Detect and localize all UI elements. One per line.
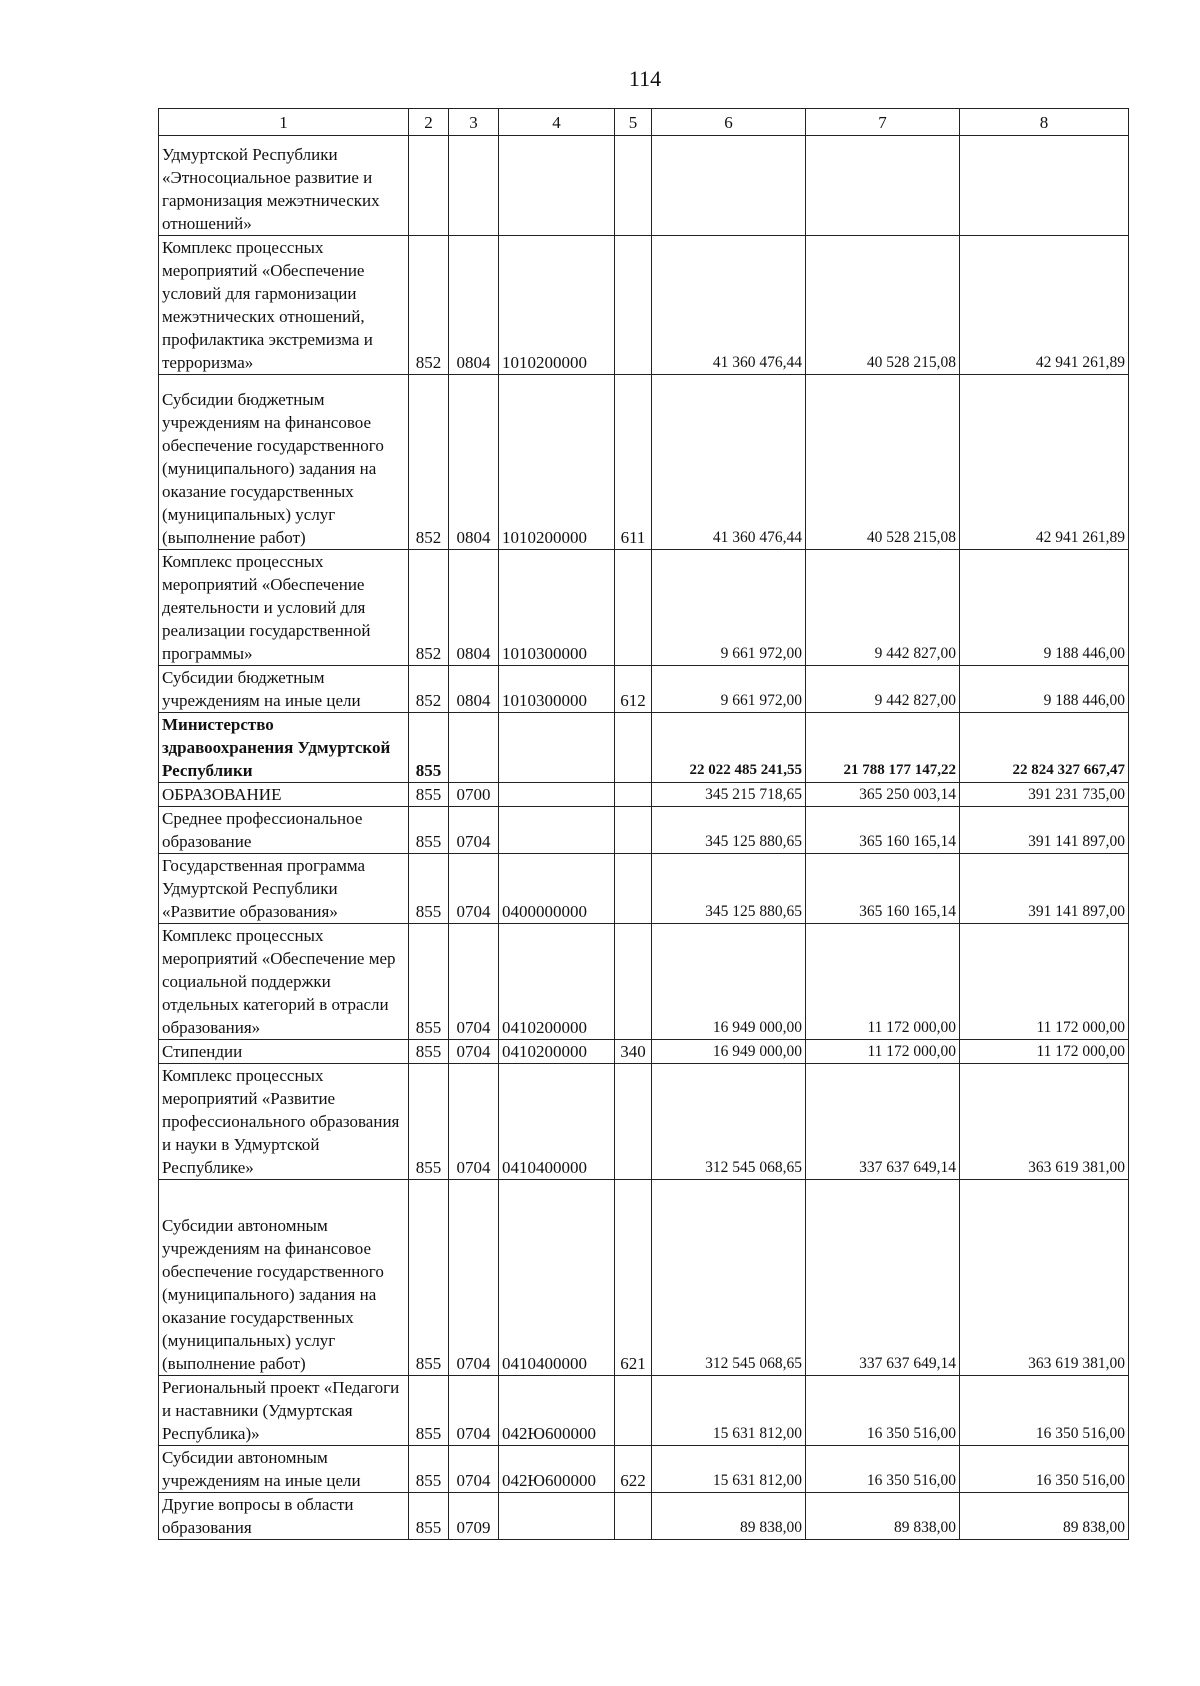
amount-col-8: 9 188 446,00 (960, 550, 1129, 666)
amount-col-7: 9 442 827,00 (806, 666, 960, 713)
budget-item-name: Комплекс процессных мероприятий «Обеспечение условий для гармонизации межэтнических отношений, профилактика экстремизма и терроризма» (159, 236, 409, 375)
amount-col-6: 15 631 812,00 (652, 1376, 806, 1446)
budget-item-name: Стипендии (159, 1040, 409, 1064)
target-article-code: 1010300000 (499, 666, 615, 713)
amount-col-6: 16 949 000,00 (652, 924, 806, 1040)
table-row (159, 924, 1129, 1040)
expense-type-code: 612 (615, 666, 652, 713)
target-article-code: 0410200000 (499, 924, 615, 1040)
expense-type-code (615, 1064, 652, 1180)
amount-col-7: 365 160 165,14 (806, 854, 960, 924)
amount-col-7: 11 172 000,00 (806, 924, 960, 1040)
section-code: 0704 (449, 854, 499, 924)
chapter-code: 852 (409, 550, 449, 666)
amount-col-8: 9 188 446,00 (960, 666, 1129, 713)
amount-col-6: 89 838,00 (652, 1493, 806, 1540)
budget-item-name: Другие вопросы в области образования (159, 1493, 409, 1540)
section-code: 0804 (449, 666, 499, 713)
amount-col-6 (652, 136, 806, 236)
expense-type-code (615, 924, 652, 1040)
amount-col-7: 337 637 649,14 (806, 1180, 960, 1376)
amount-col-6: 312 545 068,65 (652, 1180, 806, 1376)
table-row (159, 666, 1129, 713)
amount-col-6: 15 631 812,00 (652, 1446, 806, 1493)
amount-col-7: 365 250 003,14 (806, 783, 960, 807)
amount-col-7: 365 160 165,14 (806, 807, 960, 854)
table-row (159, 550, 1129, 666)
amount-col-7: 11 172 000,00 (806, 1040, 960, 1064)
amount-col-6: 345 125 880,65 (652, 854, 806, 924)
target-article-code: 1010200000 (499, 375, 615, 550)
target-article-code: 0410200000 (499, 1040, 615, 1064)
table-row (159, 1040, 1129, 1064)
amount-col-6: 41 360 476,44 (652, 375, 806, 550)
budget-item-name: Комплекс процессных мероприятий «Развитие профессионального образования и науки в Удмуртской Республике» (159, 1064, 409, 1180)
target-article-code (499, 713, 615, 783)
budget-item-name: Региональный проект «Педагоги и наставники (Удмуртская Республика)» (159, 1376, 409, 1446)
chapter-code: 855 (409, 1040, 449, 1064)
section-code (449, 713, 499, 783)
table-row (159, 807, 1129, 854)
target-article-code: 0410400000 (499, 1064, 615, 1180)
chapter-code (409, 136, 449, 236)
header-cell: 7 (806, 109, 960, 136)
amount-col-8: 42 941 261,89 (960, 375, 1129, 550)
chapter-code: 855 (409, 783, 449, 807)
section-code: 0704 (449, 1180, 499, 1376)
expense-type-code (615, 807, 652, 854)
table-row (159, 236, 1129, 375)
table-row (159, 375, 1129, 550)
chapter-code: 855 (409, 1493, 449, 1540)
budget-table (158, 108, 1129, 1540)
amount-col-8: 363 619 381,00 (960, 1064, 1129, 1180)
amount-col-7: 9 442 827,00 (806, 550, 960, 666)
amount-col-7: 337 637 649,14 (806, 1064, 960, 1180)
expense-type-code (615, 1493, 652, 1540)
chapter-code: 852 (409, 375, 449, 550)
target-article-code: 0400000000 (499, 854, 615, 924)
header-cell: 1 (159, 109, 409, 136)
expense-type-code (615, 1376, 652, 1446)
chapter-code: 855 (409, 807, 449, 854)
amount-col-8: 363 619 381,00 (960, 1180, 1129, 1376)
section-code: 0804 (449, 375, 499, 550)
section-code: 0704 (449, 1064, 499, 1180)
target-article-code: 042Ю600000 (499, 1446, 615, 1493)
section-code: 0704 (449, 1446, 499, 1493)
target-article-code: 042Ю600000 (499, 1376, 615, 1446)
expense-type-code (615, 783, 652, 807)
amount-col-7: 21 788 177 147,22 (806, 713, 960, 783)
amount-col-8: 391 231 735,00 (960, 783, 1129, 807)
expense-type-code (615, 854, 652, 924)
section-code: 0700 (449, 783, 499, 807)
table-row (159, 1064, 1129, 1180)
amount-col-6: 9 661 972,00 (652, 550, 806, 666)
budget-item-name: Субсидии автономным учреждениям на иные цели (159, 1446, 409, 1493)
amount-col-8: 391 141 897,00 (960, 807, 1129, 854)
amount-col-8: 11 172 000,00 (960, 924, 1129, 1040)
expense-type-code (615, 713, 652, 783)
chapter-code: 852 (409, 666, 449, 713)
amount-col-8 (960, 136, 1129, 236)
expense-type-code (615, 236, 652, 375)
amount-col-7: 16 350 516,00 (806, 1376, 960, 1446)
budget-item-name: Государственная программа Удмуртской Республики «Развитие образования» (159, 854, 409, 924)
budget-item-name: Министерство здравоохранения Удмуртской Республики (159, 713, 409, 783)
header-cell: 3 (449, 109, 499, 136)
chapter-code: 855 (409, 1376, 449, 1446)
table-row (159, 1446, 1129, 1493)
amount-col-8: 89 838,00 (960, 1493, 1129, 1540)
target-article-code: 0410400000 (499, 1180, 615, 1376)
expense-type-code: 340 (615, 1040, 652, 1064)
section-code: 0704 (449, 1376, 499, 1446)
section-code: 0704 (449, 1040, 499, 1064)
target-article-code (499, 807, 615, 854)
target-article-code (499, 1493, 615, 1540)
header-cell: 6 (652, 109, 806, 136)
expense-type-code: 622 (615, 1446, 652, 1493)
table-row (159, 136, 1129, 236)
section-code: 0804 (449, 236, 499, 375)
budget-item-name: Комплекс процессных мероприятий «Обеспечение деятельности и условий для реализации государственной программы» (159, 550, 409, 666)
amount-col-6: 345 125 880,65 (652, 807, 806, 854)
target-article-code: 1010200000 (499, 236, 615, 375)
header-cell: 2 (409, 109, 449, 136)
budget-item-name: Удмуртской Республики «Этносоциальное развитие и гармонизация межэтнических отношений» (159, 136, 409, 236)
amount-col-7 (806, 136, 960, 236)
amount-col-6: 312 545 068,65 (652, 1064, 806, 1180)
amount-col-6: 22 022 485 241,55 (652, 713, 806, 783)
section-code: 0704 (449, 807, 499, 854)
budget-item-name: ОБРАЗОВАНИЕ (159, 783, 409, 807)
amount-col-8: 42 941 261,89 (960, 236, 1129, 375)
table-row (159, 783, 1129, 807)
amount-col-8: 11 172 000,00 (960, 1040, 1129, 1064)
amount-col-8: 16 350 516,00 (960, 1446, 1129, 1493)
expense-type-code: 611 (615, 375, 652, 550)
amount-col-7: 16 350 516,00 (806, 1446, 960, 1493)
chapter-code: 855 (409, 924, 449, 1040)
expense-type-code (615, 136, 652, 236)
budget-item-name: Субсидии бюджетным учреждениям на иные цели (159, 666, 409, 713)
chapter-code: 855 (409, 1180, 449, 1376)
target-article-code: 1010300000 (499, 550, 615, 666)
table-row (159, 1180, 1129, 1376)
section-code: 0804 (449, 550, 499, 666)
expense-type-code (615, 550, 652, 666)
page-number: 114 (628, 66, 662, 91)
target-article-code (499, 136, 615, 236)
amount-col-8: 391 141 897,00 (960, 854, 1129, 924)
budget-item-name: Комплекс процессных мероприятий «Обеспечение мер социальной поддержки отдельных категорий в отрасли образования» (159, 924, 409, 1040)
table-row (159, 1493, 1129, 1540)
chapter-code: 855 (409, 1064, 449, 1180)
budget-item-name: Субсидии автономным учреждениям на финансовое обеспечение государственного (муниципального) задания на оказание государственных (муниципальных) услуг (выполнение работ) (159, 1180, 409, 1376)
header-cell: 8 (960, 109, 1129, 136)
amount-col-6: 9 661 972,00 (652, 666, 806, 713)
amount-col-8: 16 350 516,00 (960, 1376, 1129, 1446)
chapter-code: 855 (409, 854, 449, 924)
expense-type-code: 621 (615, 1180, 652, 1376)
amount-col-6: 16 949 000,00 (652, 1040, 806, 1064)
target-article-code (499, 783, 615, 807)
budget-item-name: Субсидии бюджетным учреждениям на финансовое обеспечение государственного (муниципального) задания на оказание государственных (муниципальных) услуг (выполнение работ) (159, 375, 409, 550)
section-code: 0704 (449, 924, 499, 1040)
section-code (449, 136, 499, 236)
amount-col-7: 89 838,00 (806, 1493, 960, 1540)
budget-item-name: Среднее профессиональное образование (159, 807, 409, 854)
table-row (159, 713, 1129, 783)
amount-col-6: 41 360 476,44 (652, 236, 806, 375)
amount-col-7: 40 528 215,08 (806, 375, 960, 550)
amount-col-8: 22 824 327 667,47 (960, 713, 1129, 783)
header-cell: 5 (615, 109, 652, 136)
table-row (159, 1376, 1129, 1446)
chapter-code: 855 (409, 713, 449, 783)
chapter-code: 852 (409, 236, 449, 375)
section-code: 0709 (449, 1493, 499, 1540)
chapter-code: 855 (409, 1446, 449, 1493)
amount-col-7: 40 528 215,08 (806, 236, 960, 375)
table-row (159, 854, 1129, 924)
amount-col-6: 345 215 718,65 (652, 783, 806, 807)
header-row (159, 109, 1129, 136)
header-cell: 4 (499, 109, 615, 136)
